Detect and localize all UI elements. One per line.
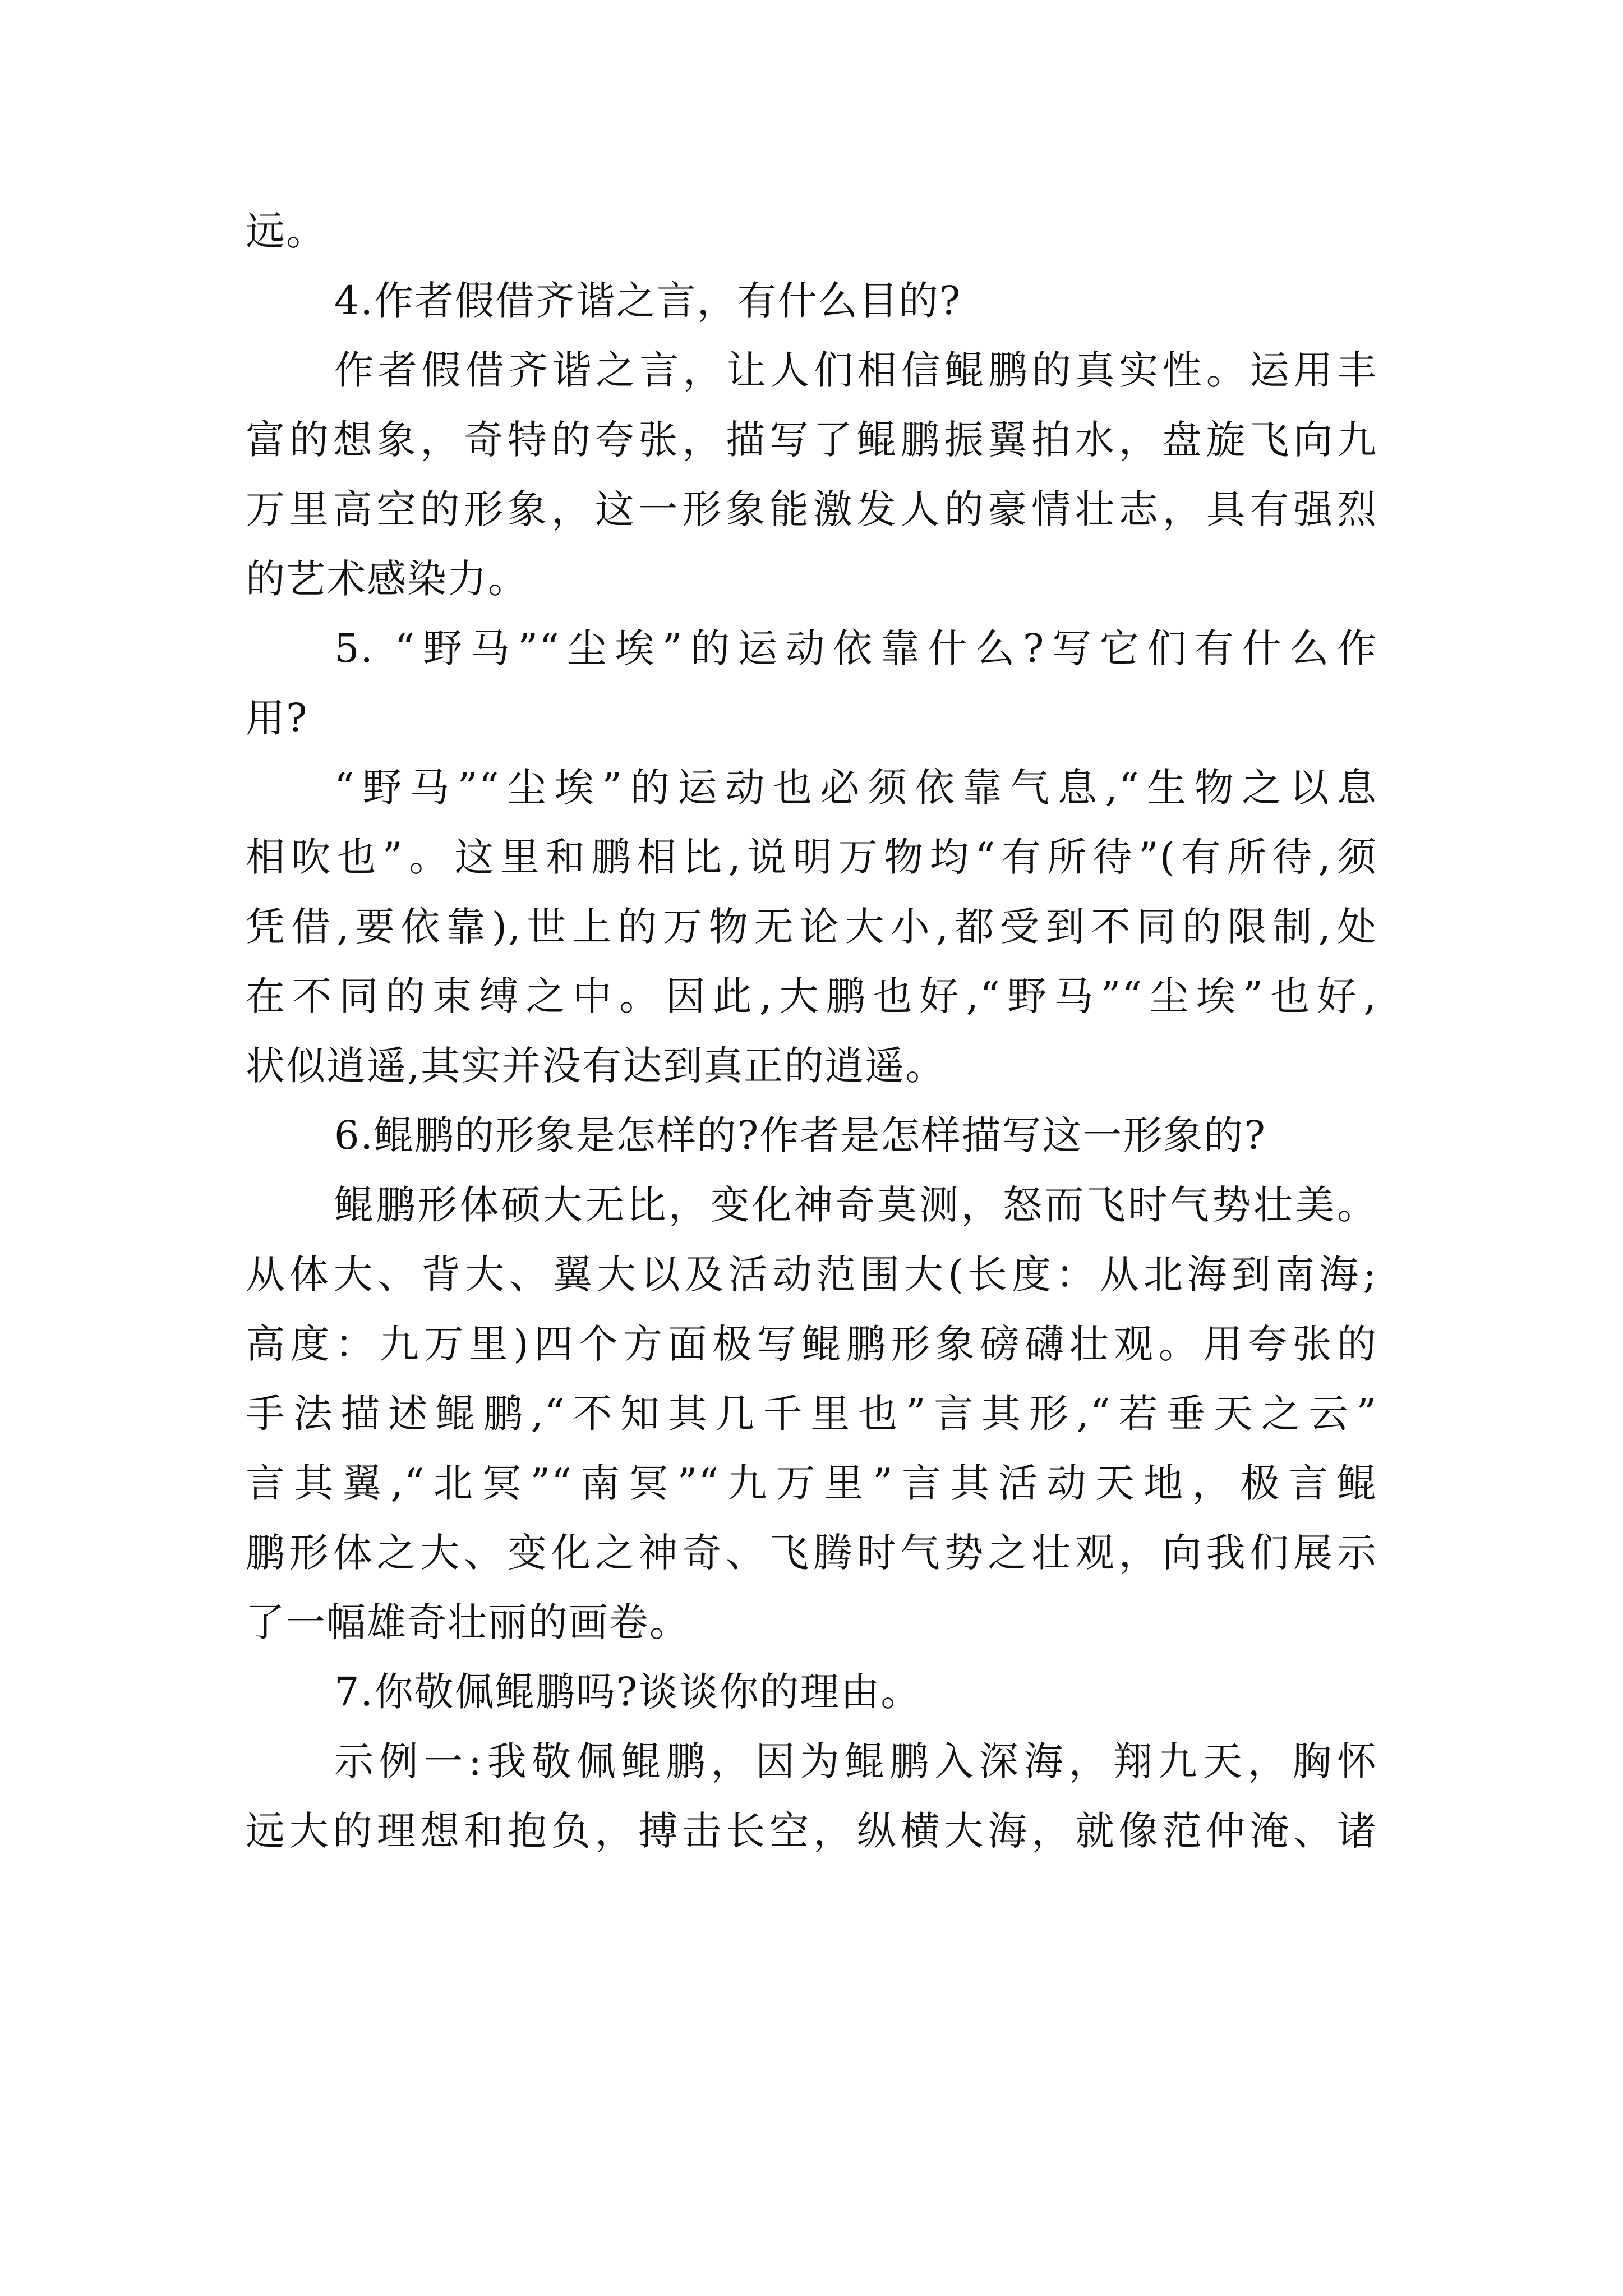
answer-6-line-3: 高度：九万里)四个方面极写鲲鹏形象磅礴壮观。用夸张的 bbox=[246, 1321, 1377, 1367]
answer-4-line-4: 的艺术感染力。 bbox=[246, 556, 528, 602]
question-5-line-2: 用? bbox=[246, 695, 308, 741]
document-body bbox=[246, 196, 1377, 1866]
answer-4-line-2: 富的想象，奇特的夸张，描写了鲲鹏振翼拍水，盘旋飞向九 bbox=[246, 417, 1377, 463]
answer-6-line-4: 手法描述鲲鹏,“不知其几千里也”言其形,“若垂天之云” bbox=[246, 1391, 1377, 1437]
question-6: 6.鲲鹏的形象是怎样的?作者是怎样描写这一形象的? bbox=[334, 1112, 1266, 1158]
text-line: 远。 bbox=[246, 208, 326, 254]
answer-7-line-1: 示例一:我敬佩鲲鹏，因为鲲鹏入深海，翔九天，胸怀 bbox=[334, 1738, 1377, 1784]
answer-4-line-1: 作者假借齐谐之言，让人们相信鲲鹏的真实性。运用丰 bbox=[334, 347, 1377, 393]
answer-5-line-4: 在不同的束缚之中。因此,大鹏也好,“野马”“尘埃”也好, bbox=[246, 973, 1377, 1019]
answer-5-line-2: 相吹也”。这里和鹏相比,说明万物均“有所待”(有所待,须 bbox=[246, 834, 1377, 880]
answer-6-line-1: 鲲鹏形体硕大无比，变化神奇莫测，怒而飞时气势壮美。 bbox=[334, 1182, 1377, 1228]
answer-5-line-1: “野马”“尘埃”的运动也必须依靠气息,“生物之以息 bbox=[334, 765, 1377, 811]
question-4: 4.作者假借齐谐之言，有什么目的? bbox=[334, 278, 962, 324]
answer-5-line-5: 状似逍遥,其实并没有达到真正的逍遥。 bbox=[246, 1043, 946, 1089]
answer-7-line-2: 远大的理想和抱负，搏击长空，纵横大海，就像范仲淹、诸 bbox=[246, 1808, 1377, 1854]
question-5-line-1: 5. “野马”“尘埃”的运动依靠什么?写它们有什么作 bbox=[334, 625, 1377, 671]
answer-5-line-3: 凭借,要依靠),世上的万物无论大小,都受到不同的限制,处 bbox=[246, 904, 1377, 950]
answer-6-line-7: 了一幅雄奇壮丽的画卷。 bbox=[246, 1599, 690, 1645]
answer-6-line-2: 从体大、背大、翼大以及活动范围大(长度：从北海到南海; bbox=[246, 1251, 1377, 1297]
answer-6-line-5: 言其翼,“北冥”“南冥”“九万里”言其活动天地，极言鲲 bbox=[246, 1460, 1377, 1506]
answer-4-line-3: 万里高空的形象，这一形象能激发人的豪情壮志，具有强烈 bbox=[246, 486, 1377, 532]
question-7: 7.你敬佩鲲鹏吗?谈谈你的理由。 bbox=[334, 1669, 921, 1715]
answer-6-line-6: 鹏形体之大、变化之神奇、飞腾时气势之壮观，向我们展示 bbox=[246, 1530, 1377, 1576]
